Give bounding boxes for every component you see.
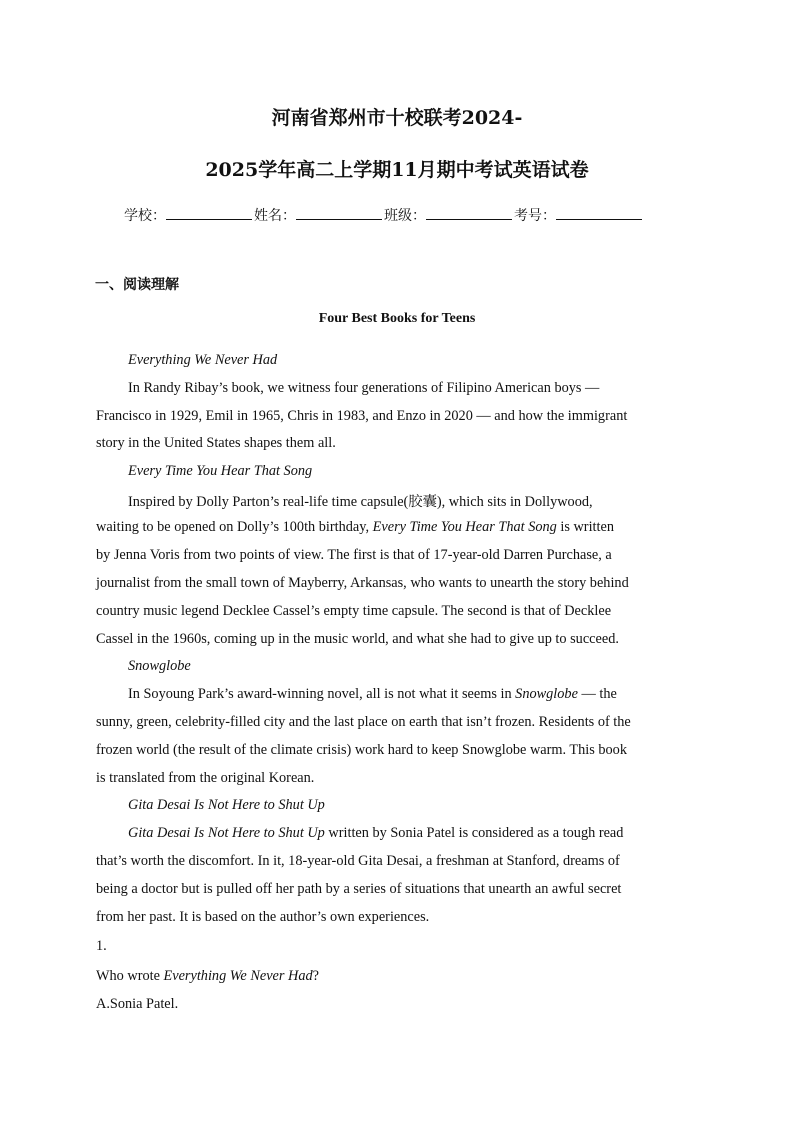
book4-line-4: from her past. It is based on the author’s own experiences. [96, 909, 430, 925]
question-1-number: 1. [96, 938, 107, 954]
book3-line-3: frozen world (the result of the climate crisis) work hard to keep Snowglobe warm. This book [96, 742, 627, 758]
section-heading: 一、阅读理解 [95, 277, 179, 293]
book2-line-2: waiting to be opened on Dolly’s 100th birthday, Every Time You Hear That Song is written [96, 519, 614, 535]
exam-number-blank[interactable] [556, 207, 642, 220]
book2-line-3: by Jenna Voris from two points of view. The first is that of 17-year-old Darren Purchase, a [96, 547, 612, 563]
exam-number-label: 考号： [514, 208, 556, 224]
student-info-row [124, 205, 644, 225]
book4-title: Gita Desai Is Not Here to Shut Up [128, 797, 325, 813]
passage-title: Four Best Books for Teens [318, 311, 476, 326]
book3-line-4: is translated from the original Korean. [96, 770, 315, 786]
question-1-stem: Who wrote Everything We Never Had? [96, 968, 320, 984]
book1-line-1: In Randy Ribay’s book, we witness four generations of Filipino American boys — [128, 380, 600, 396]
exam-title-line-1: 河南省郑州市十校联考2024- [271, 107, 523, 129]
book2-line-5: country music legend Decklee Cassel’s empty time capsule. The second is that of Decklee [96, 603, 612, 619]
name-label: 姓名： [254, 208, 296, 224]
book3-line-1: In Soyoung Park’s award-winning novel, all is not what it seems in Snowglobe — the [128, 686, 617, 702]
book3-line-2: sunny, green, celebrity-filled city and the last place on earth that isn’t frozen. Residents of the [96, 714, 631, 730]
class-label: 班级： [384, 208, 426, 224]
book1-title: Everything We Never Had [128, 352, 278, 368]
book1-line-2: Francisco in 1929, Emil in 1965, Chris in 1983, and Enzo in 2020 — and how the immigrant [96, 408, 628, 424]
class-blank[interactable] [426, 207, 512, 220]
school-label: 学校： [124, 208, 166, 224]
book2-line-4: journalist from the small town of Mayberry, Arkansas, who wants to unearth the story behind [96, 575, 629, 591]
book2-title: Every Time You Hear That Song [128, 463, 313, 479]
book2-line-6: Cassel in the 1960s, coming up in the music world, and what she had to give up to succeed. [96, 631, 619, 647]
book4-line-3: being a doctor but is pulled off her path by a series of situations that unearth an awful secret [96, 881, 622, 897]
name-blank[interactable] [296, 207, 382, 220]
question-1-option-a[interactable]: A.Sonia Patel. [96, 996, 179, 1012]
book2-line-1: Inspired by Dolly Parton’s real-life time capsule(胶囊), which sits in Dollywood, [128, 494, 593, 510]
book1-line-3: story in the United States shapes them all. [96, 435, 336, 451]
book3-title: Snowglobe [128, 658, 191, 674]
school-blank[interactable] [166, 207, 252, 220]
exam-title-line-2: 2025学年高二上学期11月期中考试英语试卷 [205, 159, 589, 181]
book4-line-2: that’s worth the discomfort. In it, 18-year-old Gita Desai, a freshman at Stanford, dreams of [96, 853, 620, 869]
book4-line-1: Gita Desai Is Not Here to Shut Up written by Sonia Patel is considered as a tough read [128, 825, 624, 841]
